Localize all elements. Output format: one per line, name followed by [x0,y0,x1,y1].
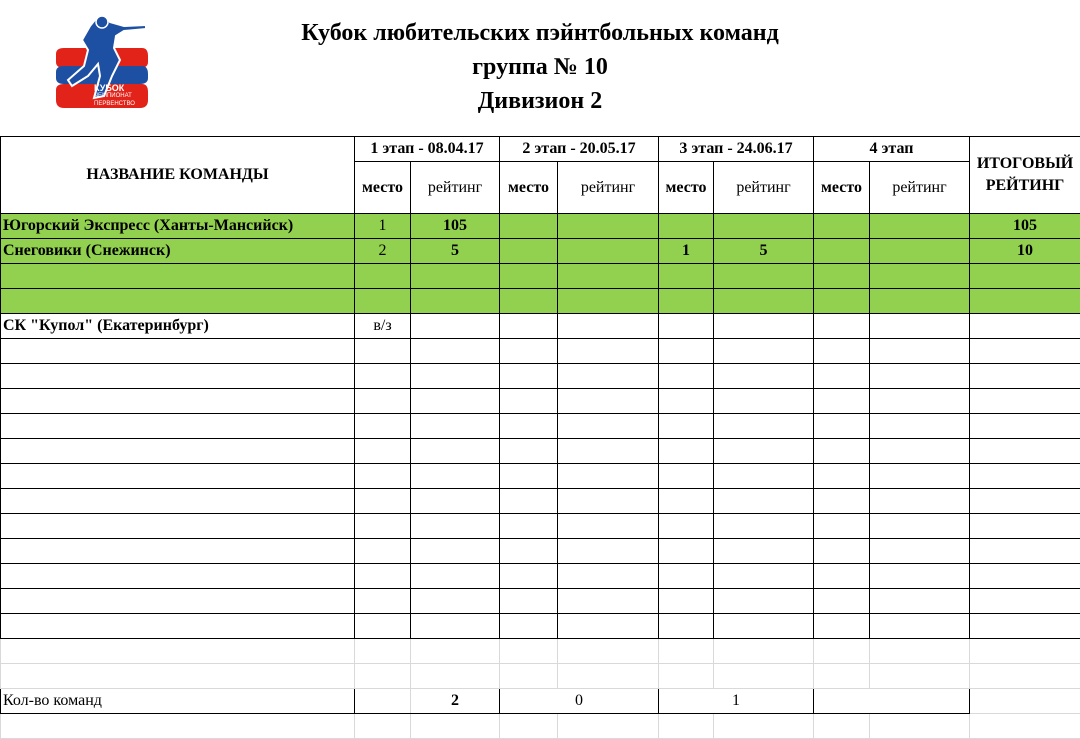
table-row [1,264,1080,289]
stage-1-rating: 5 [411,239,500,264]
empty-cell [355,389,411,414]
empty-cell [814,364,870,389]
empty-table-row [1,464,1080,489]
team-count-row [1,689,1080,714]
title-line-3: Дивизион 2 [0,84,1080,118]
empty-rows [1,339,1080,639]
empty-cell [870,514,970,539]
stage-2-place [500,239,558,264]
empty-cell [714,464,814,489]
empty-cell [355,339,411,364]
empty-cell [1,489,355,514]
empty-cell [411,389,500,414]
stage-1-count-place [355,689,411,714]
grid-cell [814,714,870,739]
empty-table-row [1,389,1080,414]
empty-cell [814,439,870,464]
empty-cell [558,489,659,514]
stage-3-place-header: место [659,162,714,214]
team-name: Снеговики (Снежинск) [1,239,355,264]
stage-4-count [814,689,970,714]
page-title [0,16,1080,118]
grid-cell [411,664,500,689]
empty-cell [714,514,814,539]
stage-3-place [659,214,714,239]
stage-2-place-header: место [500,162,558,214]
grid-cell [870,714,970,739]
stage-3-rating-header: рейтинг [714,162,814,214]
empty-cell [659,439,714,464]
empty-table-row [1,589,1080,614]
grid-cell [500,664,558,689]
empty-cell [1,414,355,439]
grid-cell [1,664,355,689]
empty-cell [814,614,870,639]
empty-cell [970,589,1080,614]
empty-cell [558,614,659,639]
empty-cell [1,339,355,364]
empty-cell [355,364,411,389]
stage-1-rating [411,264,500,289]
empty-cell [814,339,870,364]
empty-cell [411,589,500,614]
empty-cell [355,464,411,489]
total-rating [970,264,1080,289]
empty-cell [500,564,558,589]
empty-cell [659,614,714,639]
empty-cell [714,439,814,464]
empty-cell [870,589,970,614]
logo-text-championship: ЧЕМПИОНАТ [94,92,148,100]
grid-cell [1,714,355,739]
team-name: СК "Купол" (Екатеринбург) [1,314,355,339]
empty-cell [659,514,714,539]
stage-3-rating [714,314,814,339]
empty-cell [714,539,814,564]
footer-empty-cell [970,689,1080,714]
empty-cell [814,539,870,564]
empty-cell [500,364,558,389]
empty-cell [558,564,659,589]
empty-cell [870,439,970,464]
empty-cell [355,489,411,514]
empty-cell [714,414,814,439]
empty-cell [411,414,500,439]
grid-cell [970,639,1080,664]
empty-cell [558,389,659,414]
empty-cell [870,364,970,389]
empty-cell [355,414,411,439]
logo-text-first: ПЕРВЕНСТВО [94,100,148,108]
stage-1-place [355,264,411,289]
empty-cell [870,339,970,364]
empty-cell [970,464,1080,489]
stage-1-place: 1 [355,214,411,239]
empty-cell [500,464,558,489]
stage-4-rating [870,264,970,289]
stage-4-place [814,239,870,264]
empty-cell [500,389,558,414]
empty-cell [970,389,1080,414]
empty-cell [500,489,558,514]
stage-2-rating [558,289,659,314]
empty-cell [870,414,970,439]
stage-4-place [814,289,870,314]
empty-cell [355,589,411,614]
empty-cell [714,389,814,414]
title-line-2: группа № 10 [0,50,1080,84]
total-rating: 10 [970,239,1080,264]
total-header-line-2: РЕЙТИНГ [986,177,1065,194]
stage-2-rating [558,239,659,264]
empty-cell [870,539,970,564]
grid-cell [558,714,659,739]
empty-cell [558,339,659,364]
grid-cell [355,639,411,664]
empty-cell [411,364,500,389]
stage-3-place [659,264,714,289]
grid-cell [870,664,970,689]
empty-cell [1,514,355,539]
empty-cell [411,339,500,364]
empty-cell [870,614,970,639]
team-name [1,264,355,289]
table-row [1,214,1080,239]
empty-cell [714,364,814,389]
empty-cell [1,539,355,564]
empty-cell [411,614,500,639]
grid-cell [870,639,970,664]
empty-cell [814,514,870,539]
stage-3-rating [714,214,814,239]
total-header-line-1: ИТОГОВЫЙ [977,155,1073,172]
stage-2-rating [558,214,659,239]
empty-table-row [1,439,1080,464]
empty-cell [659,589,714,614]
empty-cell [1,389,355,414]
grid-cell [714,664,814,689]
table-row [1,289,1080,314]
empty-cell [411,514,500,539]
empty-cell [355,614,411,639]
grid-cell [659,639,714,664]
empty-cell [411,439,500,464]
empty-cell [659,564,714,589]
empty-cell [970,439,1080,464]
empty-cell [411,564,500,589]
stage-2-rating [558,264,659,289]
empty-cell [970,364,1080,389]
empty-cell [1,564,355,589]
empty-cell [659,414,714,439]
stage-3-count: 1 [659,689,814,714]
grid-cell [714,639,814,664]
team-name: Югорский Экспресс (Ханты-Мансийск) [1,214,355,239]
stage-3-place [659,289,714,314]
empty-cell [500,414,558,439]
empty-table-row [1,564,1080,589]
stage-4-place [814,214,870,239]
empty-cell [355,539,411,564]
standings-sheet [0,136,1080,738]
empty-table-row [1,489,1080,514]
stage-2-rating-header: рейтинг [558,162,659,214]
empty-cell [870,464,970,489]
empty-cell [870,389,970,414]
empty-cell [814,464,870,489]
empty-cell [714,489,814,514]
stage-1-place [355,289,411,314]
empty-cell [970,614,1080,639]
stage-1-count: 2 [411,689,500,714]
grid-cell [814,664,870,689]
stage-2-count: 0 [500,689,659,714]
empty-cell [411,489,500,514]
stage-3-place: 1 [659,239,714,264]
total-rating [970,289,1080,314]
stage-4-rating [870,239,970,264]
stage-4-rating [870,314,970,339]
empty-cell [500,589,558,614]
grid-cell [500,714,558,739]
empty-cell [558,589,659,614]
empty-cell [814,564,870,589]
team-name-header: НАЗВАНИЕ КОМАНДЫ [1,137,355,214]
empty-table-row [1,339,1080,364]
trailing-grid-row [1,714,1080,739]
header-row-stages [1,137,1080,162]
stage-3-header: 3 этап - 24.06.17 [659,137,814,162]
empty-cell [814,389,870,414]
stage-3-place [659,314,714,339]
stage-1-header: 1 этап - 08.04.17 [355,137,500,162]
grid-cell [558,664,659,689]
grid-cell [558,639,659,664]
empty-cell [814,589,870,614]
empty-cell [1,589,355,614]
stage-2-header: 2 этап - 20.05.17 [500,137,659,162]
empty-cell [500,614,558,639]
empty-cell [500,514,558,539]
stage-4-place-header: место [814,162,870,214]
logo-text-cup: КУБОК [94,84,148,92]
standings-table [0,136,1080,739]
grid-cell [714,714,814,739]
empty-cell [558,414,659,439]
empty-cell [659,464,714,489]
empty-cell [970,489,1080,514]
grid-cell [814,639,870,664]
team-name [1,289,355,314]
empty-cell [558,439,659,464]
empty-cell [659,364,714,389]
empty-cell [970,339,1080,364]
empty-cell [970,514,1080,539]
stage-4-rating [870,214,970,239]
stage-2-place [500,264,558,289]
empty-cell [970,414,1080,439]
stage-1-rating [411,289,500,314]
gridline-rows [1,639,1080,689]
grid-cell [1,639,355,664]
stage-1-place-header: место [355,162,411,214]
empty-cell [355,514,411,539]
stage-1-place: 2 [355,239,411,264]
stage-1-rating-header: рейтинг [411,162,500,214]
stage-2-place [500,214,558,239]
empty-cell [659,539,714,564]
stage-2-place [500,314,558,339]
empty-cell [970,539,1080,564]
empty-table-row [1,614,1080,639]
stage-1-rating [411,314,500,339]
empty-cell [1,364,355,389]
grid-cell [355,714,411,739]
empty-cell [659,389,714,414]
empty-cell [970,564,1080,589]
stage-3-rating: 5 [714,239,814,264]
empty-cell [500,439,558,464]
empty-cell [411,539,500,564]
stage-4-rating [870,289,970,314]
empty-cell [411,464,500,489]
stage-2-place [500,289,558,314]
total-rating [970,314,1080,339]
empty-cell [558,364,659,389]
stage-3-rating [714,289,814,314]
total-rating: 105 [970,214,1080,239]
stage-4-place [814,264,870,289]
stage-1-rating: 105 [411,214,500,239]
empty-cell [714,589,814,614]
stage-4-header: 4 этап [814,137,970,162]
grid-cell [970,714,1080,739]
empty-cell [870,489,970,514]
stage-4-rating-header: рейтинг [870,162,970,214]
empty-cell [714,564,814,589]
empty-cell [1,439,355,464]
empty-cell [355,439,411,464]
empty-cell [1,464,355,489]
empty-cell [1,614,355,639]
total-rating-header [970,137,1080,214]
empty-table-row [1,539,1080,564]
empty-cell [714,614,814,639]
empty-cell [558,514,659,539]
stage-4-place [814,314,870,339]
grid-cell [500,639,558,664]
empty-cell [500,539,558,564]
grid-cell [970,664,1080,689]
grid-cell [355,664,411,689]
empty-cell [500,339,558,364]
stage-2-rating [558,314,659,339]
empty-table-row [1,514,1080,539]
empty-cell [714,339,814,364]
table-row [1,314,1080,339]
empty-cell [870,564,970,589]
empty-cell [558,464,659,489]
stage-3-rating [714,264,814,289]
empty-cell [814,489,870,514]
empty-cell [558,539,659,564]
empty-table-row [1,364,1080,389]
empty-cell [814,414,870,439]
grid-cell [411,714,500,739]
grid-cell [659,714,714,739]
title-line-1: Кубок любительских пэйнтбольных команд [0,16,1080,50]
empty-cell [659,339,714,364]
grid-cell [659,664,714,689]
empty-table-row [1,414,1080,439]
empty-cell [355,564,411,589]
team-count-label: Кол-во команд [1,689,355,714]
grid-row [1,639,1080,664]
table-row [1,239,1080,264]
grid-row [1,664,1080,689]
empty-cell [659,489,714,514]
grid-cell [411,639,500,664]
stage-1-place: в/з [355,314,411,339]
